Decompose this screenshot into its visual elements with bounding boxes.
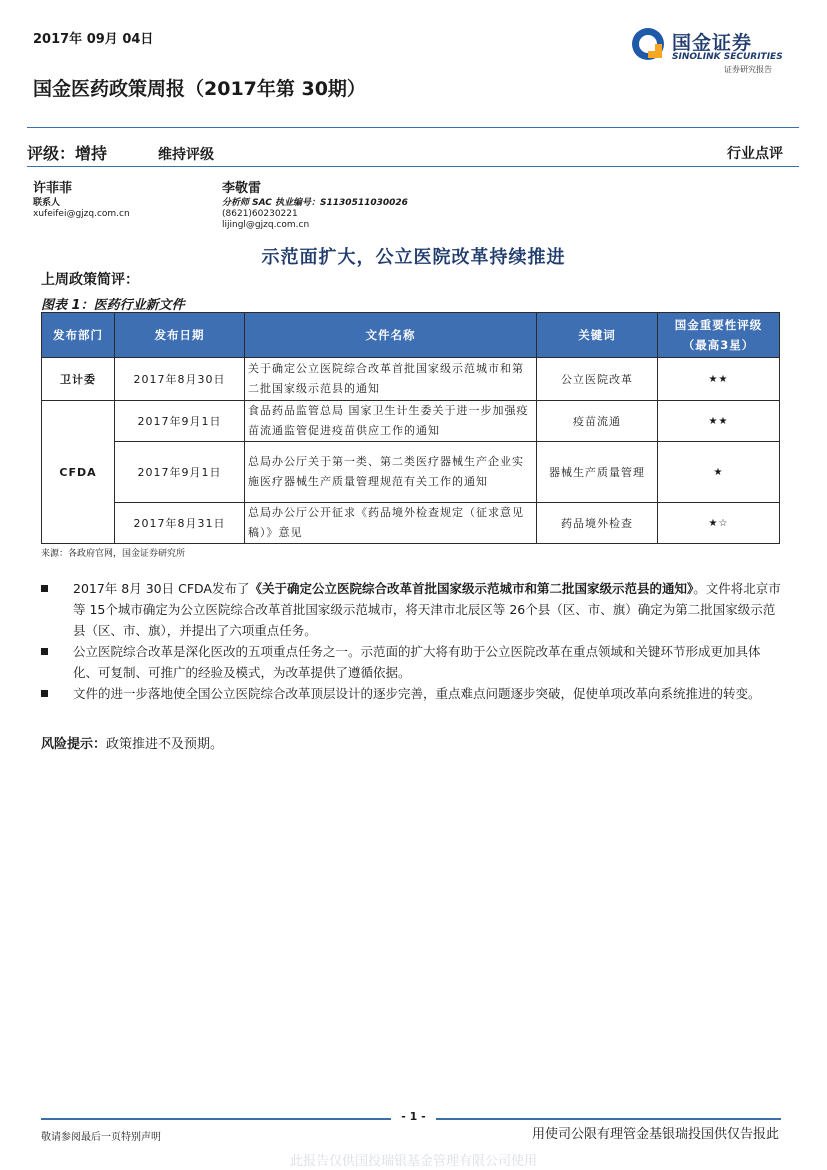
report-category: 行业点评 — [727, 146, 783, 162]
cell-rating-stars: ★☆ — [658, 503, 780, 544]
bullet-list — [41, 578, 781, 704]
cell-date: 2017年8月30日 — [115, 358, 245, 401]
divider — [27, 166, 799, 167]
bullet-bold-text: 《关于确定公立医院综合改革首批国家级示范城市和第二批国家级示范县的通知》 — [249, 581, 694, 596]
page-number — [0, 1110, 827, 1123]
list-item — [41, 578, 781, 641]
section-label: 上周政策简评： — [41, 272, 139, 288]
source-note: 来源：各政府官网，国金证券研究所 — [41, 549, 186, 559]
page-number-text: - 1 - — [391, 1110, 435, 1123]
bullet-square-icon — [41, 648, 48, 655]
bullet-text: 。文件将北京市等 15个城市确定为公立医院综合改革首批国家级示范城市，将天津市北辰区等 26个县（区、市、旗）确定为第二批国家级示范县（区、市、旗），并提出了六项重点任务。 — [73, 581, 781, 638]
bullet-square-icon — [41, 690, 48, 697]
logo-cn: 国金证券 — [672, 32, 753, 54]
table-row — [42, 442, 780, 503]
author-phone: (8621)60230221 — [222, 209, 298, 219]
author-email[interactable]: xufeifei@gjzq.com.cn — [33, 209, 130, 219]
cell-rating-stars: ★★ — [658, 358, 780, 401]
divider — [27, 127, 799, 128]
header-rating-line1: 国金重要性评级 — [674, 318, 763, 332]
bullet-text: 公立医院综合改革是深化医改的五项重点任务之一。示范面的扩大将有助于公立医院改革在重点领域和关键环节形成更加具体化、可复制、可推广的经验及模式，为改革提供了遵循依据。 — [73, 644, 761, 680]
cell-doc: 食品药品监管总局 国家卫生计生委关于进一步加强疫苗流通监管促进疫苗供应工作的通知 — [245, 401, 537, 442]
author-name: 许菲菲 — [33, 181, 73, 196]
risk-label: 风险提示： — [41, 737, 107, 752]
cell-keyword: 器械生产质量管理 — [537, 442, 658, 503]
header-doc: 文件名称 — [245, 313, 537, 358]
author-email[interactable]: lijingl@gjzq.com.cn — [222, 220, 310, 230]
cell-rating-stars: ★ — [658, 442, 780, 503]
cell-keyword: 药品境外检查 — [537, 503, 658, 544]
footer-notice: 用使司公限有理管金基银瑞投国供仅告报此 — [531, 1127, 779, 1142]
header-date: 发布日期 — [115, 313, 245, 358]
policy-table — [41, 312, 780, 544]
header-rating — [658, 313, 780, 358]
figure-title: 图表 1：医药行业新文件 — [41, 298, 185, 313]
author-block — [222, 177, 408, 231]
logo-sub: 证券研究报告 — [724, 65, 772, 74]
report-title: 国金医药政策周报（2017年第 30期） — [33, 78, 366, 100]
table-row — [42, 401, 780, 442]
logo — [630, 26, 790, 76]
list-item — [41, 683, 781, 704]
cell-dept: CFDA — [42, 401, 115, 544]
risk-note — [41, 733, 223, 752]
table-row — [42, 503, 780, 544]
bullet-square-icon — [41, 585, 48, 592]
bullet-text: 2017年 8月 30日 CFDA发布了 — [73, 581, 250, 596]
footer-disclaimer: 敬请参阅最后一页特别声明 — [41, 1132, 161, 1143]
cell-date: 2017年9月1日 — [115, 442, 245, 503]
headline: 示范面扩大，公立医院改革持续推进 — [261, 247, 566, 268]
author-role: 联系人 — [33, 198, 61, 208]
cell-keyword: 疫苗流通 — [537, 401, 658, 442]
author-role: 分析师 SAC 执业编号：S1130511030026 — [222, 198, 408, 208]
cell-dept: 卫计委 — [42, 358, 115, 401]
cell-date: 2017年9月1日 — [115, 401, 245, 442]
header-keyword: 关键词 — [537, 313, 658, 358]
list-item — [41, 641, 781, 683]
report-date: 2017年 09月 04日 — [33, 32, 154, 47]
rating-label: 评级：增持 — [27, 144, 108, 163]
table-header-row — [42, 313, 780, 358]
cell-doc: 总局办公厅关于第一类、第二类医疗器械生产企业实施医疗器械生产质量管理规范有关工作的通知 — [245, 442, 537, 503]
logo-en: SINOLINK SECURITIES — [672, 52, 783, 62]
risk-text: 政策推进不及预期。 — [106, 737, 224, 752]
cell-keyword: 公立医院改革 — [537, 358, 658, 401]
cell-date: 2017年8月31日 — [115, 503, 245, 544]
author-name: 李敬雷 — [222, 181, 262, 196]
cell-rating-stars: ★★ — [658, 401, 780, 442]
author-block — [33, 177, 130, 220]
sinolink-logo-icon — [630, 26, 666, 62]
rating-note: 维持评级 — [158, 147, 214, 163]
header-rating-line2: （最高3星） — [682, 338, 755, 352]
header-dept: 发布部门 — [42, 313, 115, 358]
cell-doc: 总局办公厅公开征求《药品境外检查规定（征求意见稿）》意见 — [245, 503, 537, 544]
cell-doc: 关于确定公立医院综合改革首批国家级示范城市和第二批国家级示范县的通知 — [245, 358, 537, 401]
bullet-text: 文件的进一步落地使全国公立医院综合改革顶层设计的逐步完善，重点难点问题逐步突破，促使单项改革向系统推进的转变。 — [73, 686, 761, 701]
table-row — [42, 358, 780, 401]
watermark-text: 此报告仅供国投瑞银基金管理有限公司使用 — [289, 1154, 537, 1169]
